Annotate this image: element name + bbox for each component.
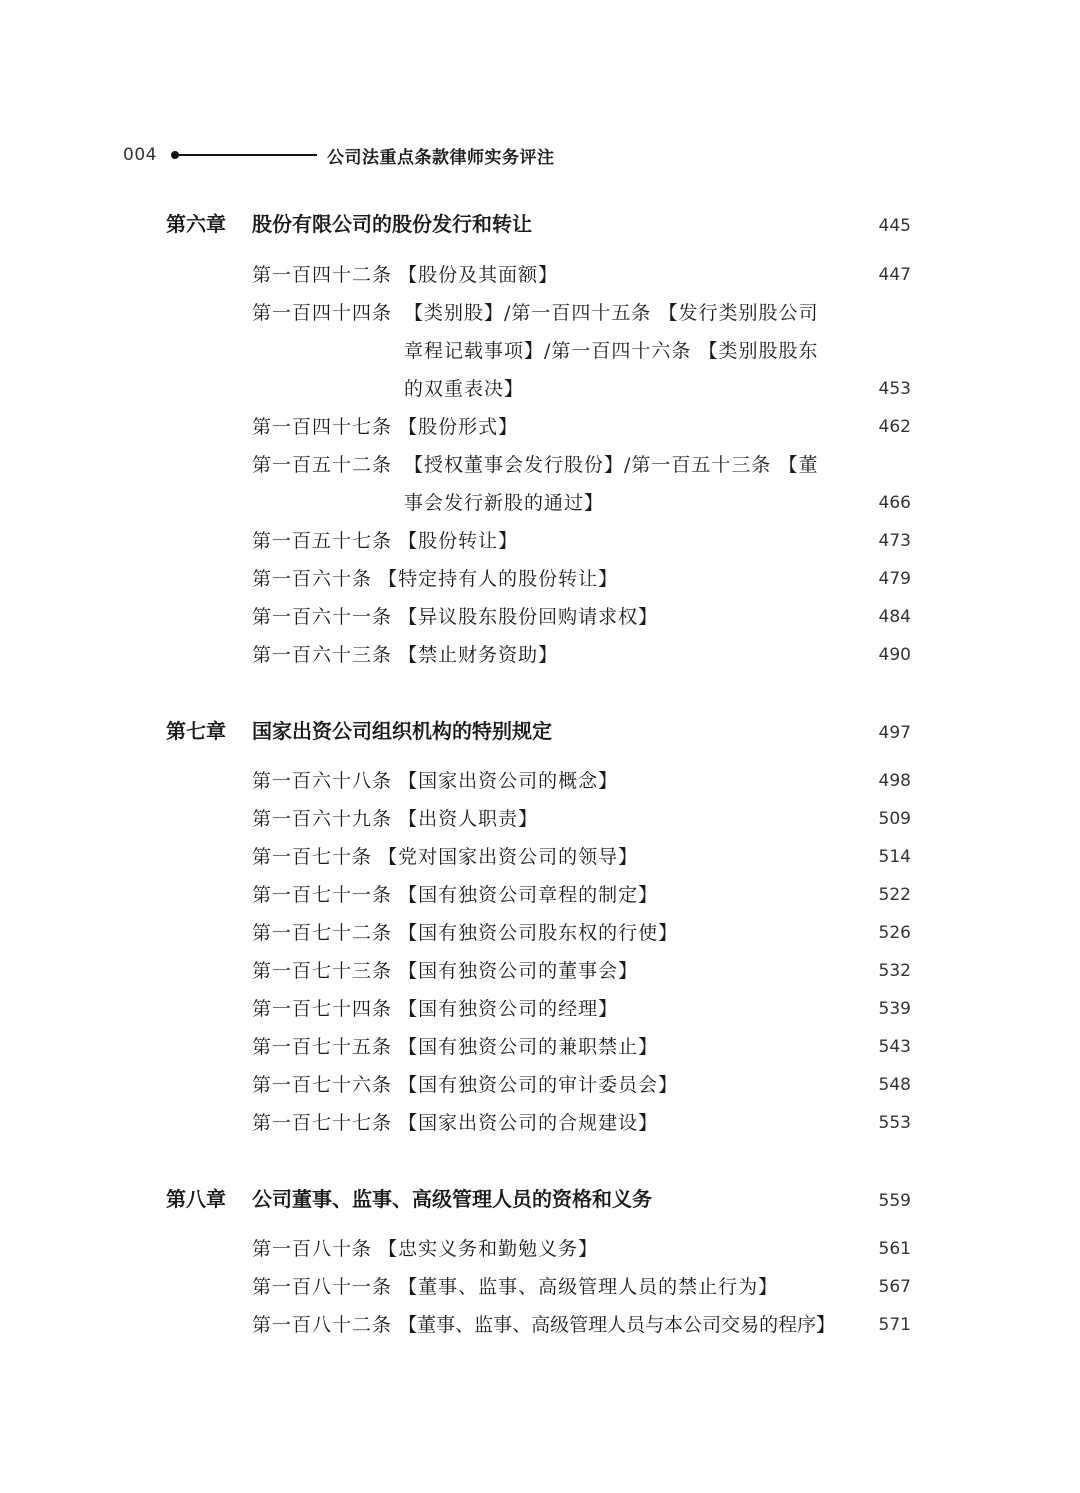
- toc-entry[interactable]: [252, 1306, 911, 1344]
- article-label: 第一百七十二条: [252, 922, 393, 944]
- chapter-page: 445: [878, 216, 911, 236]
- article-label: 第一百七十三条: [252, 960, 393, 982]
- toc-entry[interactable]: [252, 990, 911, 1028]
- article-title: 【异议股东股份回购请求权】: [398, 606, 659, 628]
- article-title: 【股份转让】: [398, 530, 519, 552]
- article-title: 【出资人职责】: [398, 808, 539, 830]
- article-title: 【国有独资公司股东权的行使】: [398, 922, 679, 944]
- toc-entry[interactable]: [252, 256, 911, 294]
- toc-entry[interactable]: [252, 636, 911, 674]
- entry-page: 553: [878, 1113, 911, 1133]
- article-title: 【国有独资公司的审计委员会】: [398, 1074, 679, 1096]
- entry-page: 462: [878, 417, 911, 437]
- chapter-title: 公司董事、监事、高级管理人员的资格和义务: [252, 1187, 652, 1211]
- article-title: 【特定持有人的股份转让】: [378, 568, 619, 590]
- chapter-label: 第八章: [166, 1187, 226, 1211]
- book-title: 公司法重点条款律师实务评注: [326, 147, 555, 168]
- entry-page: 548: [878, 1075, 911, 1095]
- entry-page: 561: [878, 1239, 911, 1259]
- article-title: 【国有独资公司的经理】: [398, 998, 619, 1020]
- article-label: 第一百四十七条: [252, 416, 393, 438]
- toc-entry[interactable]: [252, 762, 911, 800]
- article-title: 【国有独资公司的董事会】: [398, 960, 639, 982]
- chapter-label: 第七章: [166, 719, 226, 743]
- entry-page: 567: [878, 1277, 911, 1297]
- toc-entry[interactable]: [252, 1028, 911, 1066]
- toc-entry[interactable]: [252, 598, 911, 636]
- toc-entry[interactable]: [252, 1066, 911, 1104]
- article-label: 第一百五十二条: [252, 454, 393, 476]
- entry-page: 514: [878, 847, 911, 867]
- article-label: 第一百六十三条: [252, 644, 393, 666]
- article-title: 【董事、监事、高级管理人员的禁止行为】: [398, 1276, 779, 1298]
- entry-page: 490: [878, 645, 911, 665]
- toc-entry[interactable]: [252, 522, 911, 560]
- chapter-heading[interactable]: [166, 715, 911, 744]
- chapter-title: 股份有限公司的股份发行和转让: [252, 212, 532, 236]
- article-label: 第一百六十八条: [252, 770, 393, 792]
- entry-page: 509: [878, 809, 911, 829]
- toc-entry[interactable]: [252, 446, 911, 522]
- article-label: 第一百六十一条: [252, 606, 393, 628]
- entry-page: 526: [878, 923, 911, 943]
- entry-page: 466: [878, 493, 911, 513]
- toc-entry[interactable]: [252, 952, 911, 990]
- entry-page: 522: [878, 885, 911, 905]
- toc-entry[interactable]: [252, 1230, 911, 1268]
- chapter-title: 国家出资公司组织机构的特别规定: [252, 719, 552, 743]
- entry-page: 532: [878, 961, 911, 981]
- article-title: 【股份及其面额】: [398, 264, 559, 286]
- chapter-heading[interactable]: [166, 208, 911, 237]
- toc-entry[interactable]: [252, 294, 911, 408]
- article-label: 第一百四十二条: [252, 264, 393, 286]
- article-label: 第一百六十九条: [252, 808, 393, 830]
- toc-entry[interactable]: [252, 838, 911, 876]
- entry-page: 498: [878, 771, 911, 791]
- article-label: 第一百四十四条: [252, 302, 393, 324]
- toc-entry[interactable]: [252, 876, 911, 914]
- entry-page: 543: [878, 1037, 911, 1057]
- article-label: 第一百七十七条: [252, 1112, 393, 1134]
- entry-page: 484: [878, 607, 911, 627]
- article-title: 【股份形式】: [398, 416, 519, 438]
- article-title: 【国有独资公司的兼职禁止】: [398, 1036, 659, 1058]
- running-header: [123, 141, 554, 169]
- chapter-label: 第六章: [166, 212, 226, 236]
- chapter-heading[interactable]: [166, 1183, 911, 1212]
- article-label: 第一百七十五条: [252, 1036, 393, 1058]
- article-title: 【禁止财务资助】: [398, 644, 559, 666]
- article-label: 第一百七十条: [252, 846, 373, 868]
- article-title: 【忠实义务和勤勉义务】: [378, 1238, 599, 1260]
- toc-entry[interactable]: [252, 408, 911, 446]
- toc-entry[interactable]: [252, 1104, 911, 1142]
- article-title: 【国家出资公司的合规建设】: [398, 1112, 659, 1134]
- entry-page: 571: [878, 1315, 911, 1335]
- page-number: 004: [123, 145, 157, 165]
- entry-page: 447: [878, 265, 911, 285]
- toc-entry[interactable]: [252, 800, 911, 838]
- entry-page: 479: [878, 569, 911, 589]
- article-title: 【党对国家出资公司的领导】: [378, 846, 639, 868]
- entry-page: 453: [878, 379, 911, 399]
- entry-page: 473: [878, 531, 911, 551]
- article-label: 第一百七十一条: [252, 884, 393, 906]
- article-label: 第一百八十一条: [252, 1276, 393, 1298]
- toc-entry[interactable]: [252, 1268, 911, 1306]
- header-bullet: [171, 151, 179, 159]
- article-title: 【董事、监事、高级管理人员与本公司交易的程序】: [398, 1314, 836, 1336]
- article-label: 第一百七十四条: [252, 998, 393, 1020]
- article-label: 第一百八十条: [252, 1238, 373, 1260]
- article-label: 第一百六十条: [252, 568, 373, 590]
- entry-page: 539: [878, 999, 911, 1019]
- article-label: 第一百七十六条: [252, 1074, 393, 1096]
- article-title: 【国家出资公司的概念】: [398, 770, 619, 792]
- chapter-page: 497: [878, 723, 911, 743]
- article-label: 第一百五十七条: [252, 530, 393, 552]
- chapter-page: 559: [878, 1191, 911, 1211]
- article-title: 【类别股】/第一百四十五条 【发行类别股公司章程记载事项】/第一百四十六条 【类别股股东的双重表决】: [404, 302, 819, 400]
- article-title: 【国有独资公司章程的制定】: [398, 884, 659, 906]
- toc-entry[interactable]: [252, 914, 911, 952]
- article-label: 第一百八十二条: [252, 1314, 393, 1336]
- article-title: 【授权董事会发行股份】/第一百五十三条 【董事会发行新股的通过】: [404, 454, 819, 514]
- toc-entry[interactable]: [252, 560, 911, 598]
- header-rule: [179, 154, 317, 156]
